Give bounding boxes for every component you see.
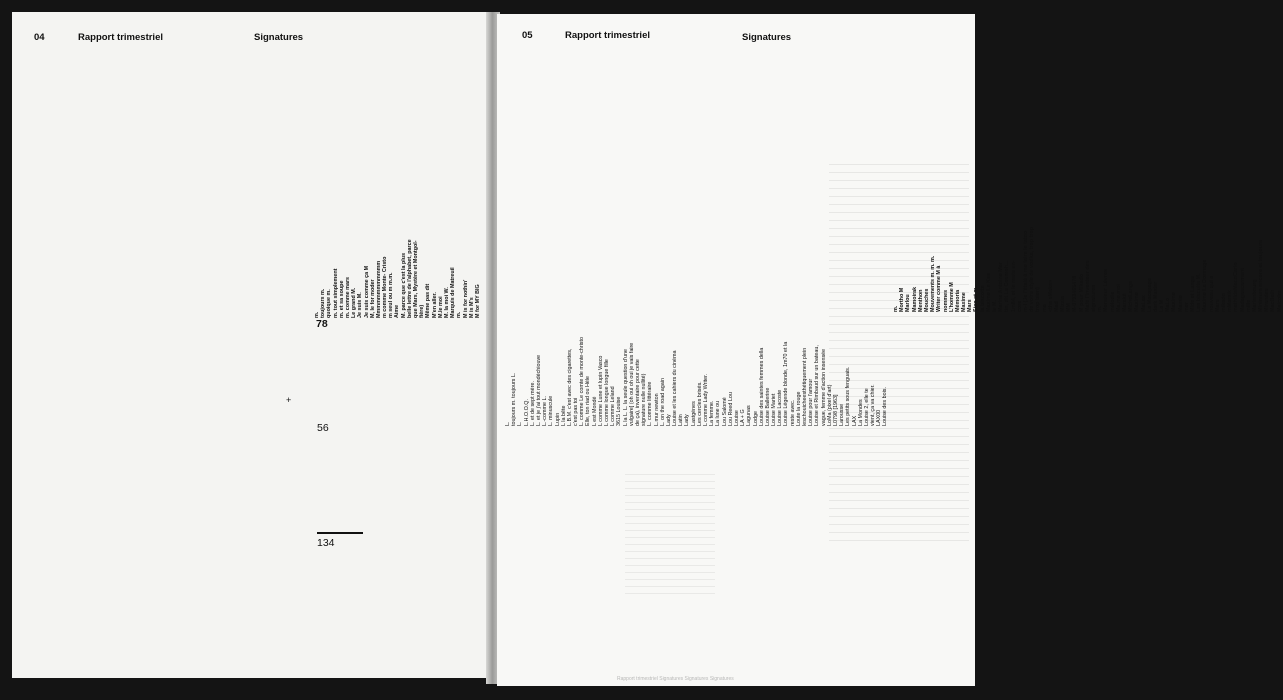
list-line: ma: [1041, 304, 1048, 312]
list-line: Mad: [1054, 301, 1061, 312]
list-line: Louise des saintes femmes della: [758, 347, 765, 426]
list-line: Writer comme M à: [936, 265, 943, 312]
list-line: Larousse: [839, 403, 846, 426]
list-line: L la L. L. la seule question d'une: [622, 349, 629, 426]
list-line: c'est pas toi: [573, 397, 580, 426]
horizontal-rule: [317, 532, 363, 534]
list-line: L0798 [1963]: [832, 394, 839, 426]
list-line: m. et sa soupe: [338, 280, 345, 318]
list-line: 1m84, et le reste en-: [1010, 260, 1017, 312]
list-line: L. on the road again: [659, 378, 666, 426]
list-line: Lady: [665, 414, 672, 426]
list-line: M is M's: [468, 297, 475, 318]
list-line: m.: [314, 311, 320, 318]
list-line: L comme Lune et lupin Vasco: [597, 355, 604, 426]
list-line: Malcolm: [1277, 290, 1283, 312]
list-line: m.: [456, 311, 463, 318]
list-line: toujours m.: [320, 288, 327, 318]
list-line: m.: [1097, 305, 1104, 312]
list-line: le M.: [992, 300, 999, 312]
list-line: toujours m. toujours L.: [511, 372, 518, 426]
list-line: de votre style de vodka, trop trop: [1029, 226, 1036, 312]
list-line: Mmmmmmmmmmmm: [375, 260, 382, 318]
list-line: La femme.: [709, 400, 716, 426]
list-line: m.: [893, 305, 900, 312]
list-line: m seul ou m m.m.: [388, 272, 395, 318]
list-line: Mémoria: [955, 289, 962, 312]
list-line: nommes: [942, 289, 949, 312]
list-line: 3615 Louise: [616, 396, 623, 426]
list-line: core: [1017, 300, 1024, 312]
list-line: Maxime Le Kss: [986, 273, 993, 312]
list-line: dark Master: [1153, 281, 1160, 312]
list-line: Lupin: [554, 412, 561, 426]
right-page: [497, 14, 1283, 686]
list-line: m-I (Je l'étalé à me faire le tatoo: [1023, 230, 1030, 312]
page-number: 04: [34, 32, 45, 43]
list-line: Madagascarment: [1239, 267, 1246, 312]
list-line: Je suis M.: [357, 292, 364, 318]
list-line: L.: [505, 421, 511, 426]
list-line: M is for nothin': [462, 279, 469, 318]
list-line: Mouches: [924, 288, 931, 312]
list-line: MacBeth: [1270, 289, 1277, 312]
list-line: nouveau qui a: [1208, 275, 1215, 312]
list-line: Loute la rouge: [795, 391, 802, 426]
list-line: L comme Lady Writer.: [703, 373, 709, 426]
figure-78: 78: [316, 318, 328, 330]
list-line: Louise Lacoste: [777, 389, 784, 426]
list-line: Les petits sous fenguais.: [845, 366, 852, 426]
list-line: mikado: [1221, 293, 1228, 312]
list-line: LA + G: [740, 409, 747, 426]
list-line: mMarsik: [1227, 290, 1234, 312]
list-line: Le grand M.: [351, 287, 358, 318]
list-line: Marine Antoine Mar: [998, 262, 1005, 312]
list-line: LAX00: [876, 409, 883, 426]
list-line: L.B.M. c'est avec des cigarettes,: [566, 348, 573, 426]
list-line: Mide et Lange: [1190, 276, 1197, 312]
list-line: Lodge: [752, 411, 759, 426]
list-line: Louise pour l'amour: [808, 378, 815, 426]
list-line: Elle, ton riad ou Hèle: [585, 375, 592, 426]
list-line: Maxime: [1134, 292, 1141, 312]
list-line: mathildeMacoCarlo: [1233, 262, 1240, 312]
list-line: Louise et les cahiers du cinéma: [672, 350, 679, 426]
figure-134: 134: [317, 537, 335, 549]
list-line: Mizzia: [1060, 296, 1067, 312]
list-line: M for MY BIG: [474, 284, 481, 318]
list-line: Lou Reed Lou: [727, 392, 734, 426]
list-line: Je suis comme ça M: [363, 265, 370, 318]
list-line: Maxime La Dormage: [1202, 259, 1209, 312]
list-line: L comme Leland: [610, 386, 617, 426]
list-line: Ma.me.moi: [1116, 284, 1123, 312]
running-title: Rapport trimestriel: [565, 30, 650, 41]
list-line: Latin: [678, 414, 685, 426]
list-line: Maxime: [1171, 292, 1178, 312]
list-line: La M: [1159, 299, 1166, 312]
left-page: [12, 12, 492, 678]
list-line: L comme longue longue fille: [604, 359, 610, 426]
list-line: LAX: [851, 415, 858, 426]
list-line: leschouicheesthétiquement plein: [802, 347, 808, 426]
list-line: mélodie: [1109, 291, 1116, 312]
list-line: MicheLange: [1128, 280, 1135, 312]
list-line: MM: [1066, 303, 1073, 312]
list-line: L. minuscule: [548, 395, 555, 426]
list-line: Marienbourg: [1252, 279, 1259, 312]
list-line: Mamie: [1178, 295, 1185, 312]
list-line: signatures: [1091, 284, 1098, 312]
crosshair-mark: +: [286, 395, 292, 405]
list-line: L la bête: [560, 405, 567, 426]
section-title: Signatures: [742, 32, 792, 43]
list-line: L.: [517, 421, 524, 426]
list-line: L. comme Le comte de monte-christo: [579, 337, 586, 426]
list-line: M'en aller.: [431, 292, 438, 318]
list-line: Aime: [394, 304, 401, 318]
list-line: Les cercles brisés.: [696, 381, 703, 426]
list-line: mille: [1246, 299, 1253, 312]
list-line: reste avec.: [789, 399, 796, 426]
show-through-text: [625, 474, 715, 594]
list-line: «the sMake»: [1048, 279, 1055, 312]
list-line: trop bien): [1035, 287, 1042, 312]
vertical-list-l: [505, 337, 889, 426]
list-line: Lady: [684, 414, 691, 426]
list-line: Mouvements m. m. m.: [930, 255, 937, 312]
list-line: Marquis de Matreuil: [450, 267, 457, 318]
list-line: fière): [419, 304, 426, 318]
list-line: la biscotte: [980, 285, 987, 312]
list-line: Mafé l'inventeur des: [1085, 260, 1092, 312]
list-line: La Macapage: [1147, 278, 1154, 312]
list-line: MaLo: [1165, 297, 1172, 312]
list-line: L. comme littéraire: [647, 381, 654, 426]
list-line: Maxime: [961, 292, 968, 312]
list-line: L.-comme L.: [542, 396, 549, 426]
list-line: belle lettre de l'alphabet, parce: [406, 239, 413, 318]
list-line: LoMa (pixel d'art): [826, 384, 833, 426]
list-line: L.mur newton: [653, 393, 660, 426]
list-line: M, le for moder: [369, 279, 376, 318]
list-line: L.H.O.O.Q.: [523, 399, 530, 426]
list-line: MaLax: [1140, 295, 1147, 312]
list-line: M pour Mikado: [1079, 273, 1086, 312]
list-line: mer: [1184, 302, 1191, 312]
list-line: Les biscuits M.: [1196, 273, 1203, 312]
list-line: La Mondes: [857, 399, 864, 426]
list-line: Marlou: [905, 294, 912, 312]
list-line: M. la moi W.: [443, 287, 450, 318]
list-line: vulgaire] (oh oui oh oui je vais faire: [628, 342, 635, 426]
list-line: L. et je j'ai tout mondéchiouve: [535, 354, 542, 426]
list-line: Louise Légende blonde, 1m70 et la: [783, 341, 790, 426]
list-line: M-0793465478: [1072, 275, 1079, 312]
list-line: Louise Ballerine: [764, 387, 771, 426]
list-line: m. comme mars: [344, 276, 351, 318]
list-line: Mirandes: [1264, 288, 1271, 312]
list-line: vient, ça va chier.: [870, 384, 877, 426]
list-line: M. parce que c'est la plus: [400, 252, 407, 318]
list-line: L. et de sept mère.: [529, 381, 536, 426]
list-line: Mortho M: [899, 287, 906, 312]
list-line: Louise: [733, 410, 740, 426]
list-line: Lastgénes: [690, 401, 697, 426]
list-line: Même pas dit: [425, 283, 432, 318]
list-line: Minimum encore et toujours: [1258, 239, 1265, 312]
list-line: signature nulle nullité): [641, 373, 648, 426]
list-line: m comme Monte- Cristo: [382, 256, 389, 318]
page-footer: Rapport trimestriel Signatures Signatures Signatures: [617, 676, 734, 682]
list-line: M.le moi: [437, 296, 444, 318]
list-line: Mars: [1215, 299, 1222, 312]
list-line: Louise 2, elle te: [863, 388, 870, 426]
list-line: Monsieur Lèvres: [1103, 269, 1110, 312]
section-title: Signatures: [254, 32, 304, 43]
running-title: Rapport trimestriel: [78, 32, 163, 43]
list-line: L est Mondé: [591, 396, 598, 426]
list-line: Louise Mariet: [771, 393, 778, 426]
list-line: vague, femme d'action insensée: [820, 348, 827, 426]
vertical-list-m: [314, 239, 481, 318]
vertical-list-m: [893, 227, 1283, 312]
list-line: Mamoirak: [911, 286, 918, 312]
list-line: Mars: [967, 299, 974, 312]
list-line: Menthon: [918, 289, 925, 312]
list-line: tin, dit Le Cosmoh...: [1004, 260, 1011, 312]
page-number: 05: [522, 30, 533, 41]
list-line: Lou Salomé: [721, 397, 728, 426]
list-line: Louise des bois.: [882, 387, 889, 426]
list-line: Maraké: [1122, 293, 1129, 312]
list-line: Lagunas: [746, 405, 753, 426]
list-line: Sion et m.: [973, 286, 980, 312]
list-line: m. tout simplement: [332, 268, 339, 318]
list-line: Louise et Rimbaud sur un bateau,: [814, 345, 821, 426]
list-line: La lune ou: [715, 400, 722, 426]
list-line: L'homme M: [949, 282, 956, 312]
list-line: de ça), inventaire pour cette: [634, 359, 641, 426]
list-line: quoique m.: [326, 289, 333, 318]
list-line: que Mars, Mystère et Montgol-: [413, 240, 419, 318]
figure-56: 56: [317, 422, 329, 434]
